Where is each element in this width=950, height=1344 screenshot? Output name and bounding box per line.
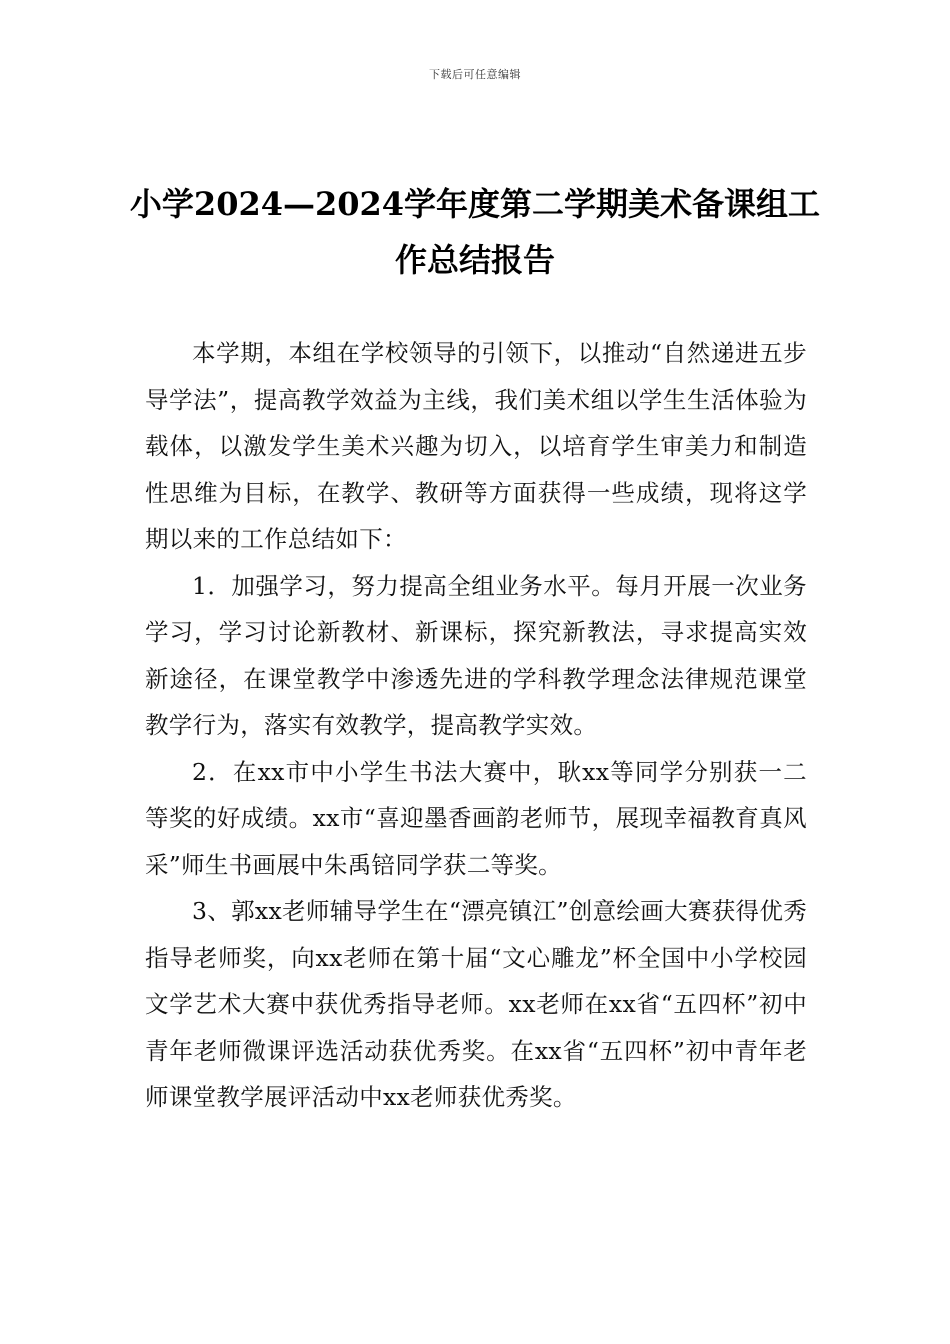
paragraph-intro: 本学期，本组在学校领导的引领下，以推动“自然递进五步导学法”，提高教学效益为主线，我们美术组以学生生活体验为载体，以激发学生美术兴趣为切入，以培育学生审美力和制造性思维为目标，在教学、教研等方面获得一些成绩，现将这学期以来的工作总结如下： [145, 339, 807, 553]
document-body [145, 330, 807, 1121]
paragraph-item-2: 2．在xx市中小学生书法大赛中，耿xx等同学分别获一二等奖的好成绩。xx市“喜迎墨香画韵老师节，展现幸福教育真风采”师生书画展中朱禹锫同学获二等奖。 [145, 757, 807, 879]
paragraph-item-3: 3、郭xx老师辅导学生在“漂亮镇江”创意绘画大赛获得优秀指导老师奖，向xx老师在第十届“文心雕龙”杯全国中小学校园文学艺术大赛中获优秀指导老师。xx老师在xx省“五四杯”初中青年老师微课评选活动获优秀奖。在xx省“五四杯”初中青年老师课堂教学展评活动中xx老师获优秀奖。 [145, 897, 807, 1111]
page-header-note: 下载后可任意编辑 [429, 68, 521, 81]
paragraph-item-1: 1．加强学习，努力提高全组业务水平。每月开展一次业务学习，学习讨论新教材、新课标，探究新教法，寻求提高实效新途径，在课堂教学中渗透先进的学科教学理念法律规范课堂教学行为，落实有效教学，提高教学实效。 [145, 571, 807, 739]
document-title: 小学2024—2024学年度第二学期美术备课组工作总结报告 [129, 185, 821, 279]
